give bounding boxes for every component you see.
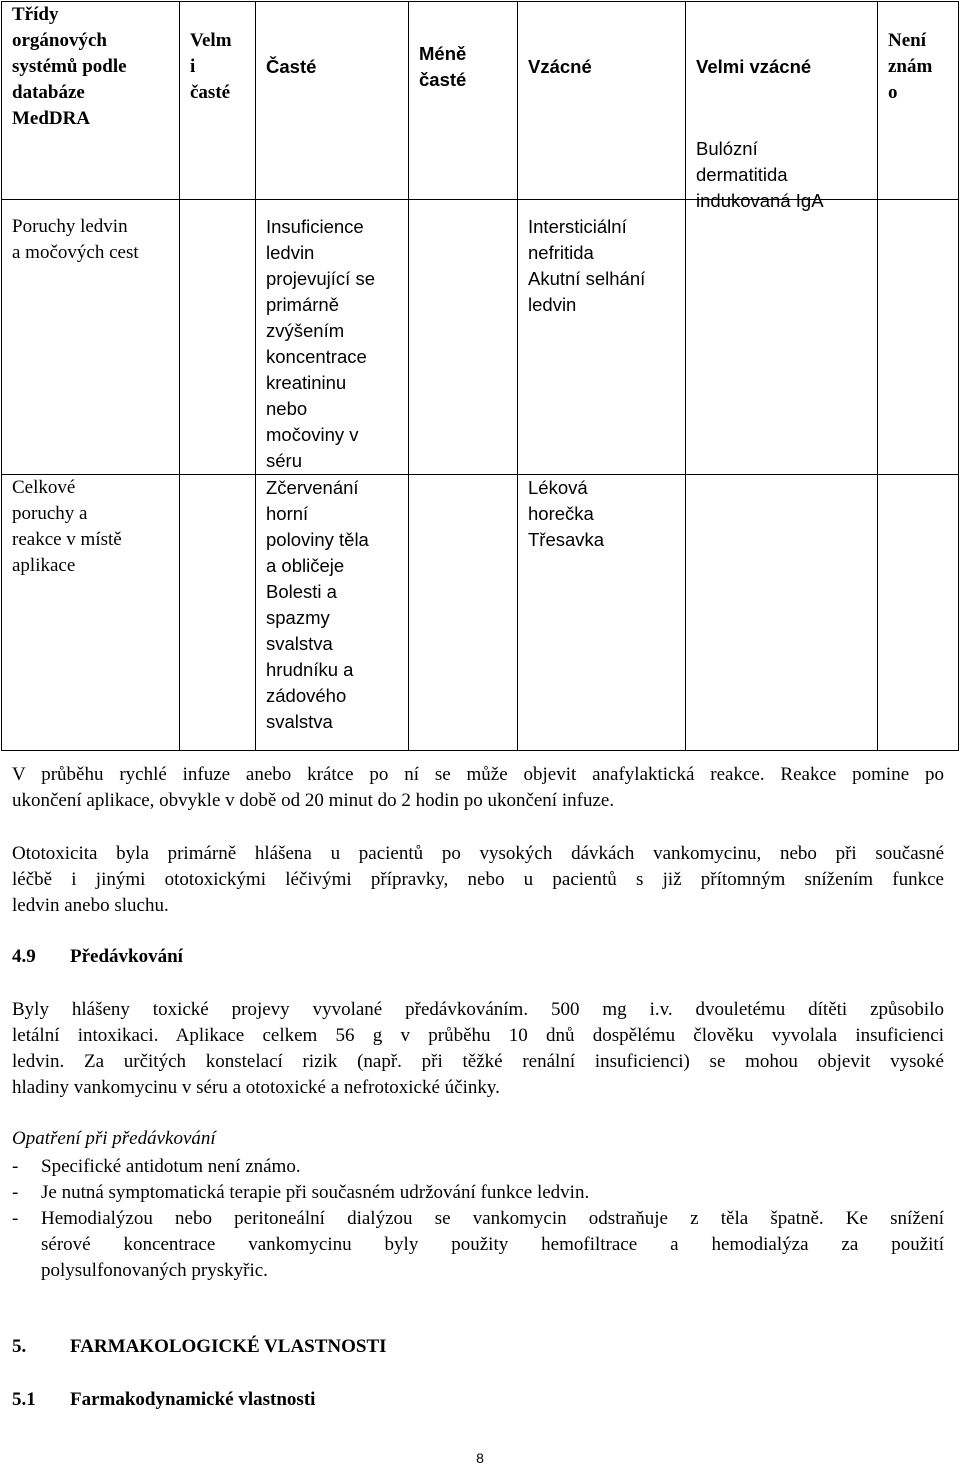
organ-class-cell: Poruchy ledvin a močových cest: [2, 200, 180, 475]
very-common-cell: [180, 475, 256, 751]
adverse-effects-table: [1, 1, 959, 751]
uncommon-cell: [409, 475, 518, 751]
header-rare: Vzácné: [518, 2, 686, 200]
section-heading-overdose: 4.9 Předávkování: [12, 946, 183, 967]
table-row: [2, 200, 959, 475]
ototoxicity-paragraph: Ototoxicita byla primárně hlášena u pacientů po vysokých dávkách vankomycinu, nebo při současné léčbě i jinými ototoxickými léčivými přípravky, nebo u pacientů s již přítomným snížením funkce ledvin anebo sluchu.: [12, 843, 944, 916]
section-heading-pharmacological: 5. FARMAKOLOGICKÉ VLASTNOSTI: [12, 1336, 387, 1357]
page-number: 8: [476, 1450, 484, 1466]
very-common-cell: [180, 200, 256, 475]
header-very-common: Velm i časté: [180, 2, 256, 200]
overdose-measures-title: Opatření při předávkování: [12, 1128, 216, 1149]
list-item: - Je nutná symptomatická terapie při současném udržování funkce ledvin.: [12, 1182, 590, 1203]
overdose-measures-list: [12, 1154, 944, 1284]
header-unknown: Není znám o: [878, 2, 959, 200]
table-row: [2, 475, 959, 751]
header-organ-class: Třídy orgánových systémů podle databáze MedDRA: [2, 2, 180, 200]
rare-cell: Intersticiální nefritida Akutní selhání ledvin: [518, 200, 686, 475]
rare-cell: Léková horečka Třesavka: [518, 475, 686, 751]
overdose-paragraph: Byly hlášeny toxické projevy vyvolané předávkováním. 500 mg i.v. dvouletému dítěti způsobilo letální intoxikaci. Aplikace celkem 56 g v průběhu 10 dnů dospělému člověku vyvolala insuficienci ledvin. Za určitých konstelací rizik (např. při těžké renální insuficienci) se mohou objevit vysoké hladiny vankomycinu v séru a ototoxické a nefrotoxické účinky.: [12, 999, 944, 1098]
header-very-rare: Velmi vzácné: [686, 2, 878, 200]
very-rare-cell: Bulózní dermatitida indukovaná IgA: [686, 200, 878, 475]
uncommon-cell: [409, 200, 518, 475]
header-uncommon: Méně časté: [409, 2, 518, 200]
very-rare-cell: [686, 475, 878, 751]
list-item: - Specifické antidotum není známo.: [12, 1156, 301, 1177]
list-item: - Hemodialýzou nebo peritoneální dialýzou se vankomycin odstraňuje z těla špatně. Ke snížení sérové koncentrace vankomycinu byly použity hemofiltrace a hemodialýza za použití polysulfonovaných pryskyřic.: [12, 1208, 944, 1281]
common-cell: Insuficience ledvin projevující se primárně zvýšením koncentrace kreatininu nebo močoviny v séru: [256, 200, 409, 475]
anaphylaxis-paragraph: V průběhu rychlé infuze anebo krátce po ní se může objevit anafylaktická reakce. Reakce pomine po ukončení aplikace, obvykle v době od 20 minut do 2 hodin po ukončení infuze.: [12, 764, 944, 811]
header-common: Časté: [256, 2, 409, 200]
unknown-cell: [878, 200, 959, 475]
common-cell: Zčervenání horní poloviny těla a obličeje Bolesti a spazmy svalstva hrudníku a zádového svalstva: [256, 475, 409, 751]
organ-class-cell: Celkové poruchy a reakce v místě aplikace: [2, 475, 180, 751]
unknown-cell: [878, 475, 959, 751]
section-heading-pharmacodynamic: 5.1 Farmakodynamické vlastnosti: [12, 1389, 316, 1410]
